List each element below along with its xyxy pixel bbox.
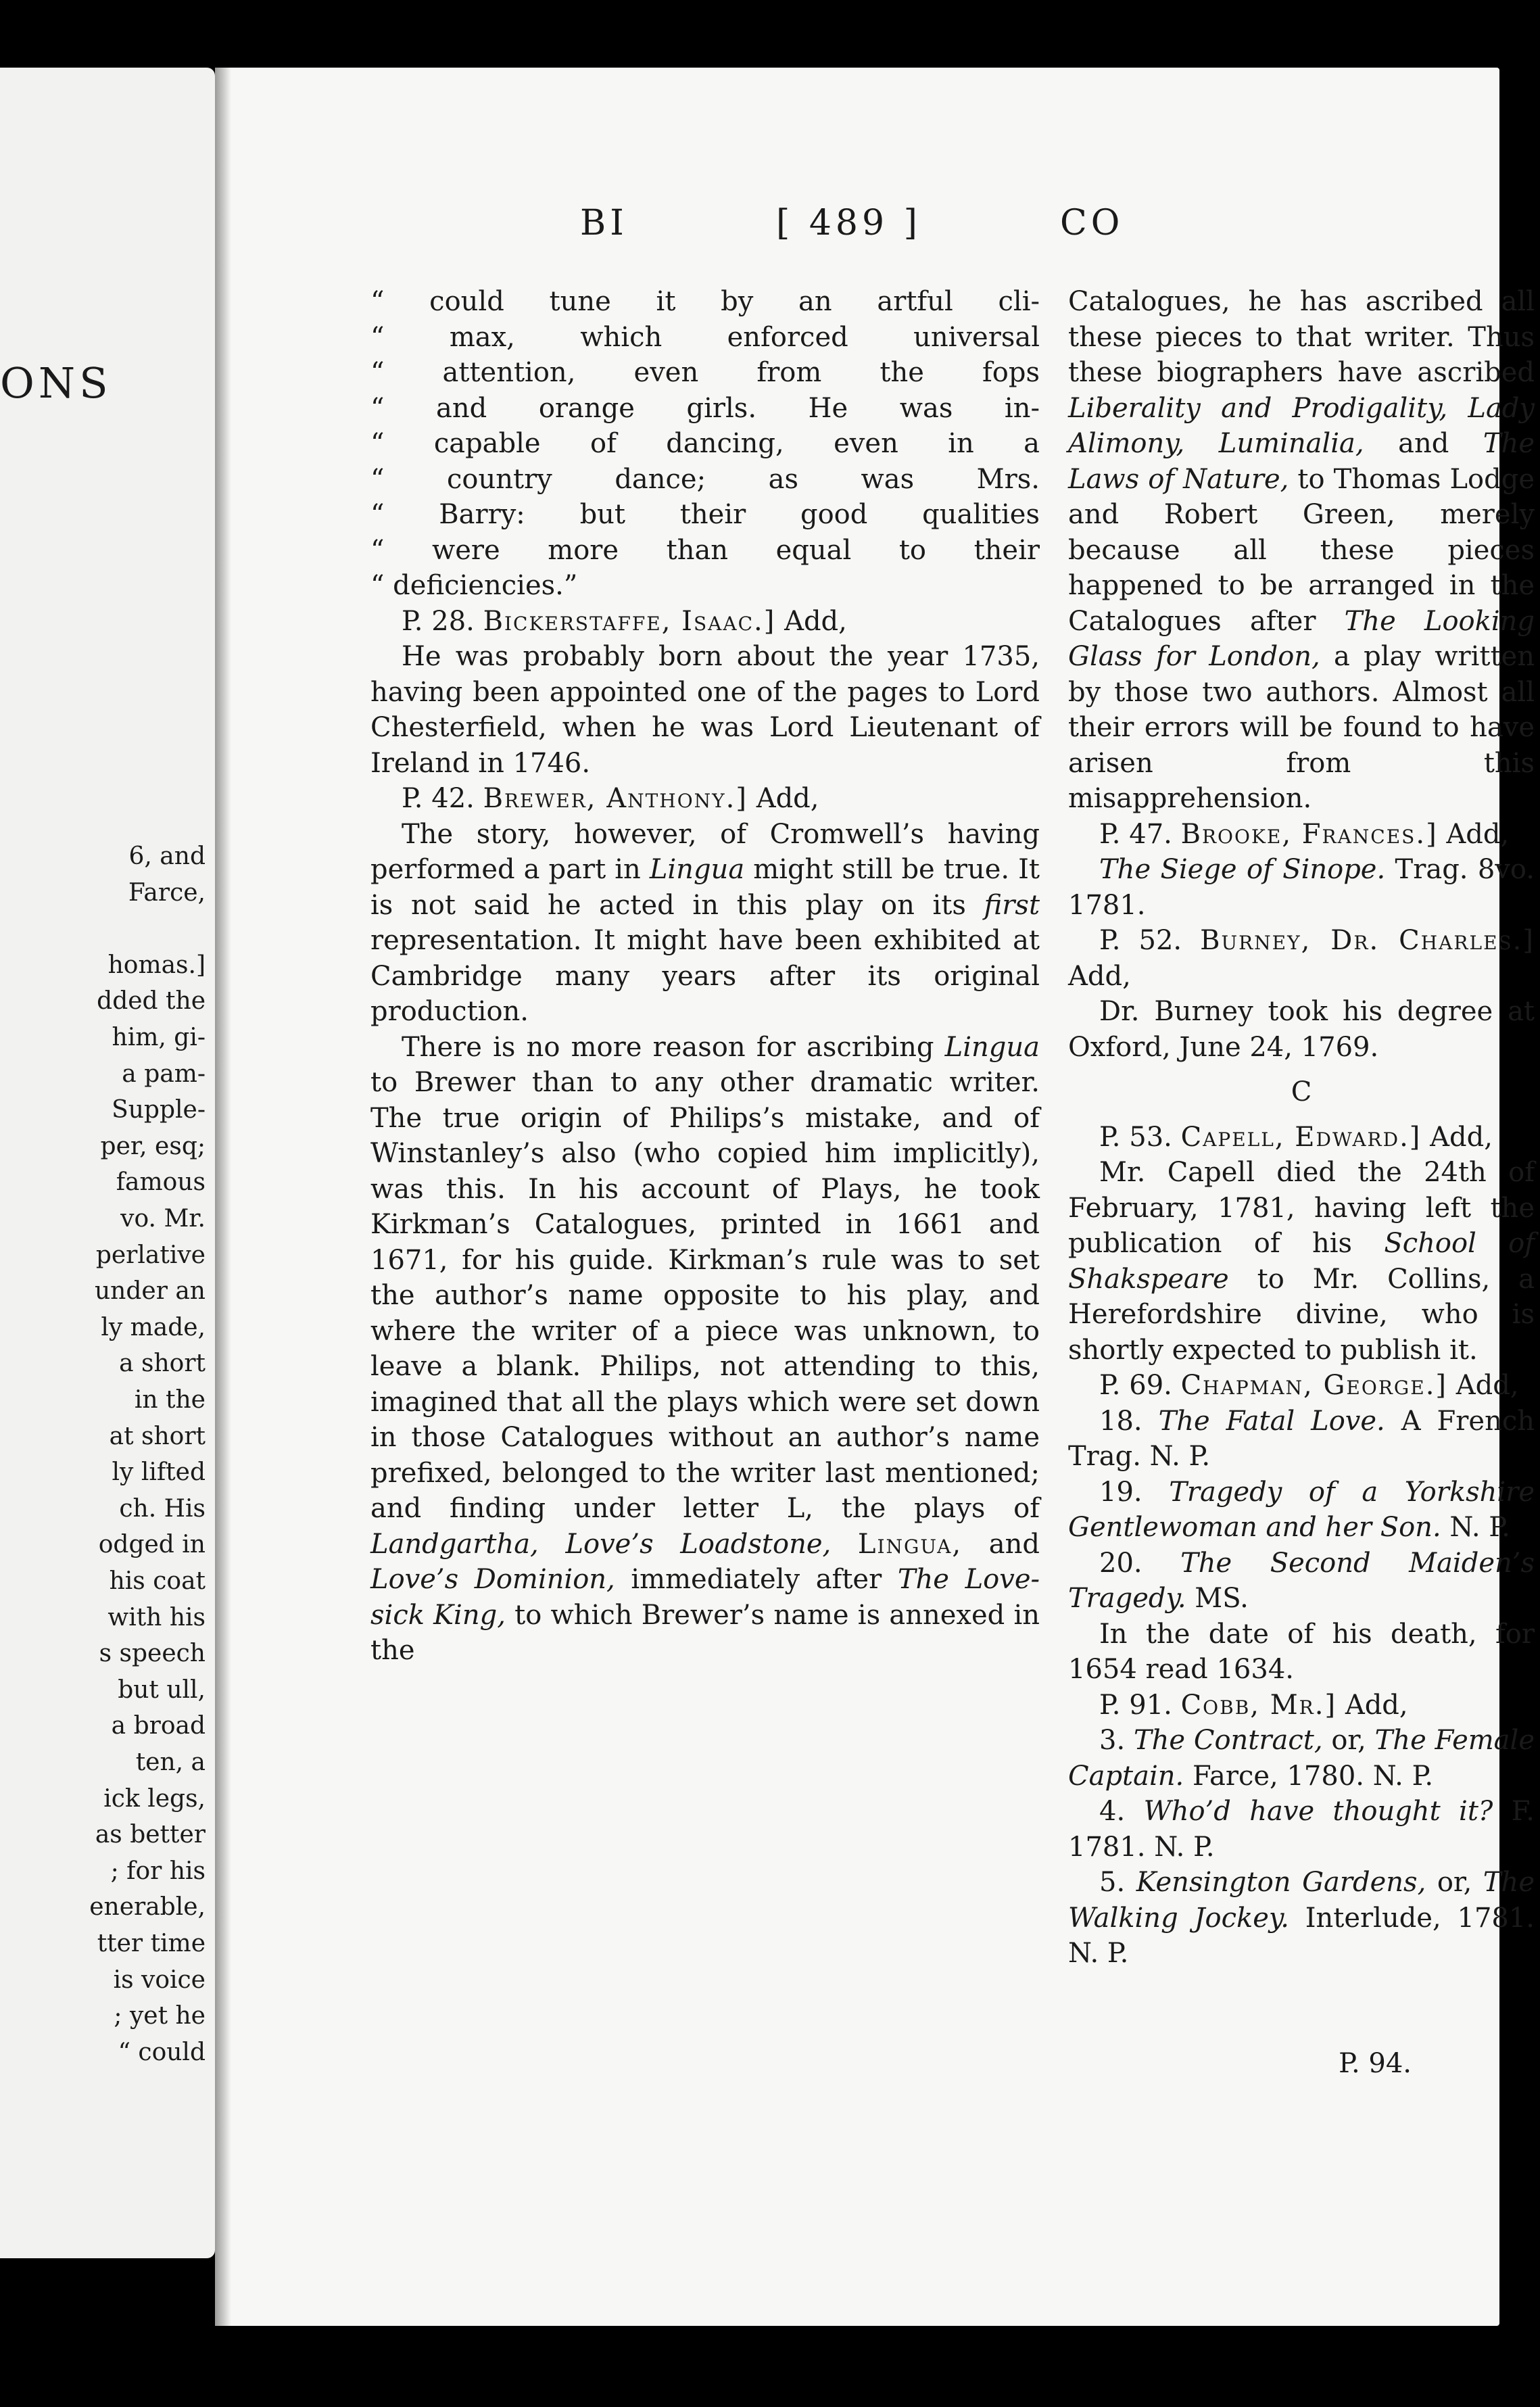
facing-page-line: ly made,: [101, 1313, 206, 1341]
cobb-item-5: 5. Kensington Gardens, or, The Walking Jockey. Interlude, 1781. N. P.: [1068, 1867, 1535, 1969]
catchword: P. 94.: [1339, 2048, 1412, 2079]
quote-line: “ capable of dancing, even in a: [370, 428, 1040, 459]
left-column: [370, 284, 1040, 1669]
entry-burney: P. 52. Burney, Dr. Charles.] Add,: [1068, 925, 1535, 992]
quote-line: “ attention, even from the fops: [370, 357, 1040, 388]
page-gutter-shadow: [215, 68, 231, 2326]
quote-line: “ max, which enforced universal: [370, 321, 1040, 353]
quote-block: [370, 284, 1040, 604]
cobb-item-4: 4. Who’d have thought it? F. 1781. N. P.: [1068, 1796, 1535, 1863]
cobb-item-3: 3. The Contract, or, The Female Captain. Farce, 1780. N. P.: [1068, 1725, 1535, 1792]
chapman-item-19: 19. Tragedy of a Yorkshire Gentlewoman and her Son. N. P.: [1068, 1476, 1535, 1543]
section-letter: C: [1291, 1076, 1312, 1107]
right-column: [1068, 284, 1535, 1972]
quote-line: “ deficiencies.”: [370, 570, 578, 601]
facing-page-line: dded the: [97, 987, 206, 1016]
facing-page-line: s speech: [99, 1640, 206, 1668]
quote-line: “ country dance; as was Mrs.: [370, 463, 1040, 495]
bickerstaffe-text: He was probably born about the year 1735, having been appointed one of the pages to Lord Chesterfield, when he was Lord Lieutenant of Ireland in 1746.: [370, 641, 1040, 779]
facing-page-fragment: [0, 68, 215, 2258]
facing-page-line: his coat: [109, 1567, 206, 1595]
facing-page-line: ten, a: [135, 1748, 206, 1776]
entry-brewer: P. 42. Brewer, Anthony.] Add,: [402, 783, 819, 814]
facing-page-line: odged in: [98, 1531, 206, 1559]
burney-text: Dr. Burney took his degree at Oxford, June 24, 1769.: [1068, 996, 1535, 1063]
quote-line: “ were more than equal to their: [370, 534, 1040, 566]
facing-page-line: tter time: [97, 1930, 206, 1957]
entry-cobb: P. 91. Cobb, Mr.] Add,: [1099, 1689, 1408, 1721]
running-header: [215, 203, 1499, 264]
page-number: [ 489 ]: [776, 203, 921, 243]
facing-page-line: but ull,: [118, 1675, 206, 1704]
facing-page-line: at short: [109, 1422, 206, 1450]
facing-page-line: ick legs,: [103, 1784, 206, 1813]
facing-page-line: in the: [134, 1386, 206, 1414]
facing-page-title: ONS: [0, 358, 112, 408]
facing-page-line: under an: [94, 1277, 206, 1306]
brooke-addition: The Siege of Sinope. Trag. 8vo. 1781.: [1068, 854, 1535, 921]
facing-page-line: is voice: [113, 1965, 206, 1994]
facing-page-line: Supple-: [112, 1096, 206, 1124]
facing-page-line: vo. Mr.: [120, 1205, 206, 1233]
chapman-item-18: 18. The Fatal Love. A French Trag. N. P.: [1068, 1405, 1535, 1472]
facing-page-line: a pam-: [122, 1059, 206, 1088]
facing-page-line: perlative: [95, 1241, 206, 1269]
facing-page-line: a short: [119, 1350, 206, 1378]
header-right: CO: [1060, 203, 1124, 243]
facing-page-line: famous: [116, 1168, 206, 1197]
chapman-death-correction: In the date of his death, for 1654 read 1634.: [1068, 1618, 1535, 1685]
entry-capell: P. 53. Capell, Edward.] Add,: [1099, 1121, 1493, 1153]
facing-page-line: per, esq;: [100, 1132, 206, 1160]
facing-page-line: a broad: [111, 1712, 206, 1740]
book-page: [215, 68, 1535, 2326]
continuation-paragraph: Catalogues, he has ascribed all these pieces to that writer. Thus these biographers have ascribed Liberality and Prodigality, Lady Alimony, Luminalia, and The Laws of Nature, to Thomas Lodge and Robert Green, merely because all these pieces happened to be arranged in the Catalogues after The Looking Glass for London, a play written by those two authors. Almost all their errors will be found to have arisen from this misapprehension.: [1068, 286, 1535, 814]
facing-page-line: ch. His: [119, 1494, 206, 1523]
facing-page-line: homas.]: [107, 951, 206, 979]
facing-page-line: enerable,: [89, 1893, 206, 1922]
facing-page-line: 6, and: [128, 842, 206, 870]
facing-page-line: as better: [95, 1821, 206, 1849]
facing-page-line: him, gi-: [112, 1024, 206, 1051]
brewer-paragraph-2: There is no more reason for ascribing Lingua to Brewer than to any other dramatic writer. The true origin of Philips’s mistake, and of Winstanley’s also (who copied him implicitly), was this. In his account of Plays, he took Kirkman’s Catalogues, printed in 1661 and 1671, for his guide. Kirkman’s rule was to set the author’s name opposite to his play, and where the writer of a piece was unknown, to leave a blank. Philips, not attending to this, imagined that all the plays which were set down in those Catalogues without an author’s name prefixed, belonged to the writer last mentioned; and finding under letter L, the plays of Landgartha, Love’s Loadstone, Lingua, and Love’s Dominion, immediately after The Love-sick King, to which Brewer’s name is annexed in the: [370, 1031, 1040, 1666]
quote-line: “ Barry: but their good qualities: [370, 499, 1040, 530]
header-left: BI: [580, 203, 628, 243]
facing-page-line: “ could: [118, 2038, 206, 2066]
facing-page-line: ly lifted: [112, 1458, 206, 1487]
facing-page-line: ; for his: [110, 1857, 206, 1885]
facing-page-line: Farce,: [128, 878, 206, 907]
entry-brooke: P. 47. Brooke, Frances.] Add,: [1099, 818, 1510, 850]
entry-bickerstaffe: P. 28. Bickerstaffe, Isaac.] Add,: [402, 605, 847, 637]
chapman-item-20: 20. The Second Maiden’s Tragedy. MS.: [1068, 1547, 1535, 1614]
brewer-paragraph-1: The story, however, of Cromwell’s having performed a part in Lingua might still be true. It is not said he acted in this play on its first representation. It might have been exhibited at Cambridge many years after its original production.: [370, 818, 1040, 1027]
quote-line: “ and orange girls. He was in-: [370, 392, 1040, 424]
facing-page-line: ; yet he: [114, 2002, 206, 2030]
quote-line: “ could tune it by an artful cli-: [370, 286, 1040, 317]
capell-text: Mr. Capell died the 24th of February, 1781, having left the publication of his School of Shakspeare to Mr. Collins, a Herefordshire divine, who is shortly expected to publish it.: [1068, 1157, 1535, 1366]
facing-page-line: with his: [107, 1603, 206, 1631]
entry-chapman: P. 69. Chapman, George.] Add,: [1099, 1370, 1519, 1401]
